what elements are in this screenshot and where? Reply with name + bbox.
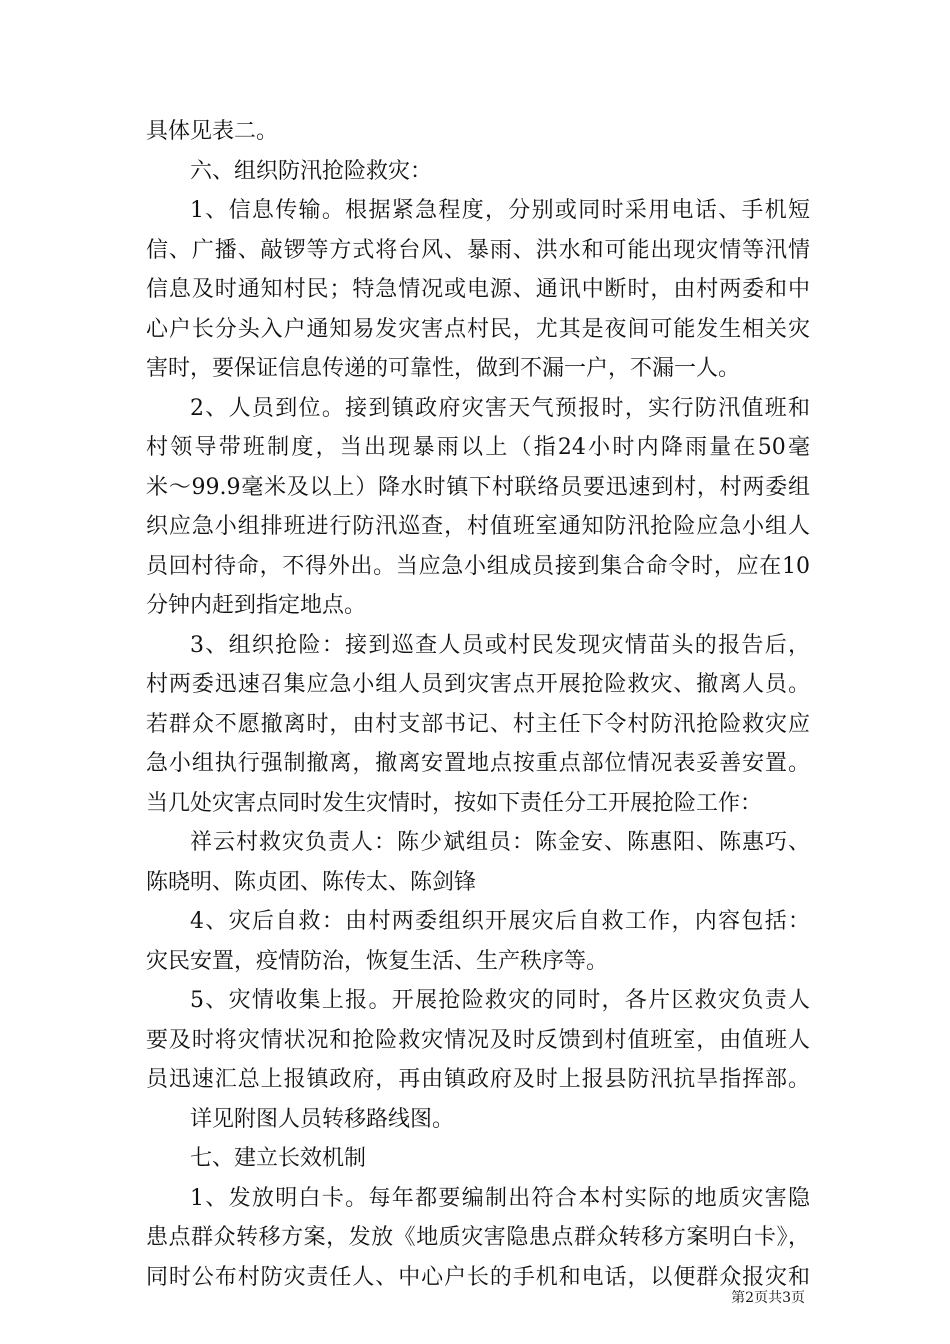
text-line: 员迅速汇总上报镇政府，再由镇政府及时上报县防汛抗旱指挥部。 <box>146 1067 810 1092</box>
text-line: 2、人员到位。接到镇政府灾害天气预报时，实行防汛值班和 <box>190 395 810 421</box>
text-line: 陈晓明、陈贞团、陈传太、陈剑锋 <box>146 869 477 895</box>
text-line: 要及时将灾情状况和抢险救灾情况及时反馈到村值班室，由值班人 <box>146 1027 810 1053</box>
text-line: 村两委迅速召集应急小组人员到灾害点开展抢险救灾、撤离人员。 <box>146 672 810 697</box>
text-line: 心户长分头入户通知易发灾害点村民，尤其是夜间可能发生相关灾 <box>146 316 810 342</box>
text-line: 村领导带班制度，当出现暴雨以上（指24小时内降雨量在50毫 <box>146 435 810 460</box>
text-line: 5、灾情收集上报。开展抢险救灾的同时，各片区救灾负责人 <box>190 988 810 1013</box>
text-line: 当几处灾害点同时发生灾情时，按如下责任分工开展抢险工作： <box>146 790 763 816</box>
text-line: 患点群众转移方案，发放《地质灾害隐患点群众转移方案明白卡》， <box>146 1225 810 1250</box>
text-line: 急小组执行强制撤离，撤离安置地点按重点部位情况表妥善安置。 <box>146 751 810 776</box>
text-line: 同时公布村防灾责任人、中心户长的手机和电话，以便群众报灾和 <box>146 1264 810 1290</box>
text-line: 织应急小组排班进行防汛巡查，村值班室通知防汛抢险应急小组人 <box>146 514 810 539</box>
text-line: 七、建立长效机制 <box>190 1146 367 1171</box>
text-line: 若群众不愿撤离时，由村支部书记、村主任下令村防汛抢险救灾应 <box>146 711 810 737</box>
text-line: 详见附图人员转移路线图。 <box>190 1106 455 1132</box>
text-line: 信息及时通知村民；特急情况或电源、通讯中断时，由村两委和中 <box>146 277 810 302</box>
text-line: 3、组织抢险：接到巡查人员或村民发现灾情苗头的报告后， <box>190 632 810 658</box>
text-line: 具体见表二。 <box>146 119 279 144</box>
text-line: 祥云村救灾负责人：陈少斌组员：陈金安、陈惠阳、陈惠巧、 <box>190 830 810 855</box>
text-line: 4、灾后自救：由村两委组织开展灾后自救工作，内容包括： <box>190 909 810 934</box>
text-line: 六、组织防汛抢险救灾： <box>190 158 433 184</box>
text-line: 害时，要保证信息传递的可靠性，做到不漏一户，不漏一人。 <box>146 356 741 381</box>
text-line: 米～99.9毫米及以上）降水时镇下村联络员要迅速到村，村两委组 <box>146 474 810 500</box>
text-line: 1、发放明白卡。每年都要编制出符合本村实际的地质灾害隐 <box>190 1185 810 1211</box>
text-line: 员回村待命，不得外出。当应急小组成员接到集合命令时，应在10 <box>146 553 810 579</box>
text-line: 灾民安置，疫情防治，恢复生活、生产秩序等。 <box>146 948 609 974</box>
document-body <box>146 112 810 1297</box>
text-line: 信、广播、敲锣等方式将台风、暴雨、洪水和可能出现灾情等汛情 <box>146 237 810 263</box>
text-line: 1、信息传输。根据紧急程度，分别或同时采用电话、手机短 <box>190 198 810 223</box>
text-line: 分钟内赶到指定地点。 <box>146 593 367 618</box>
page-number-footer: 第2页共3页 <box>731 1290 805 1306</box>
